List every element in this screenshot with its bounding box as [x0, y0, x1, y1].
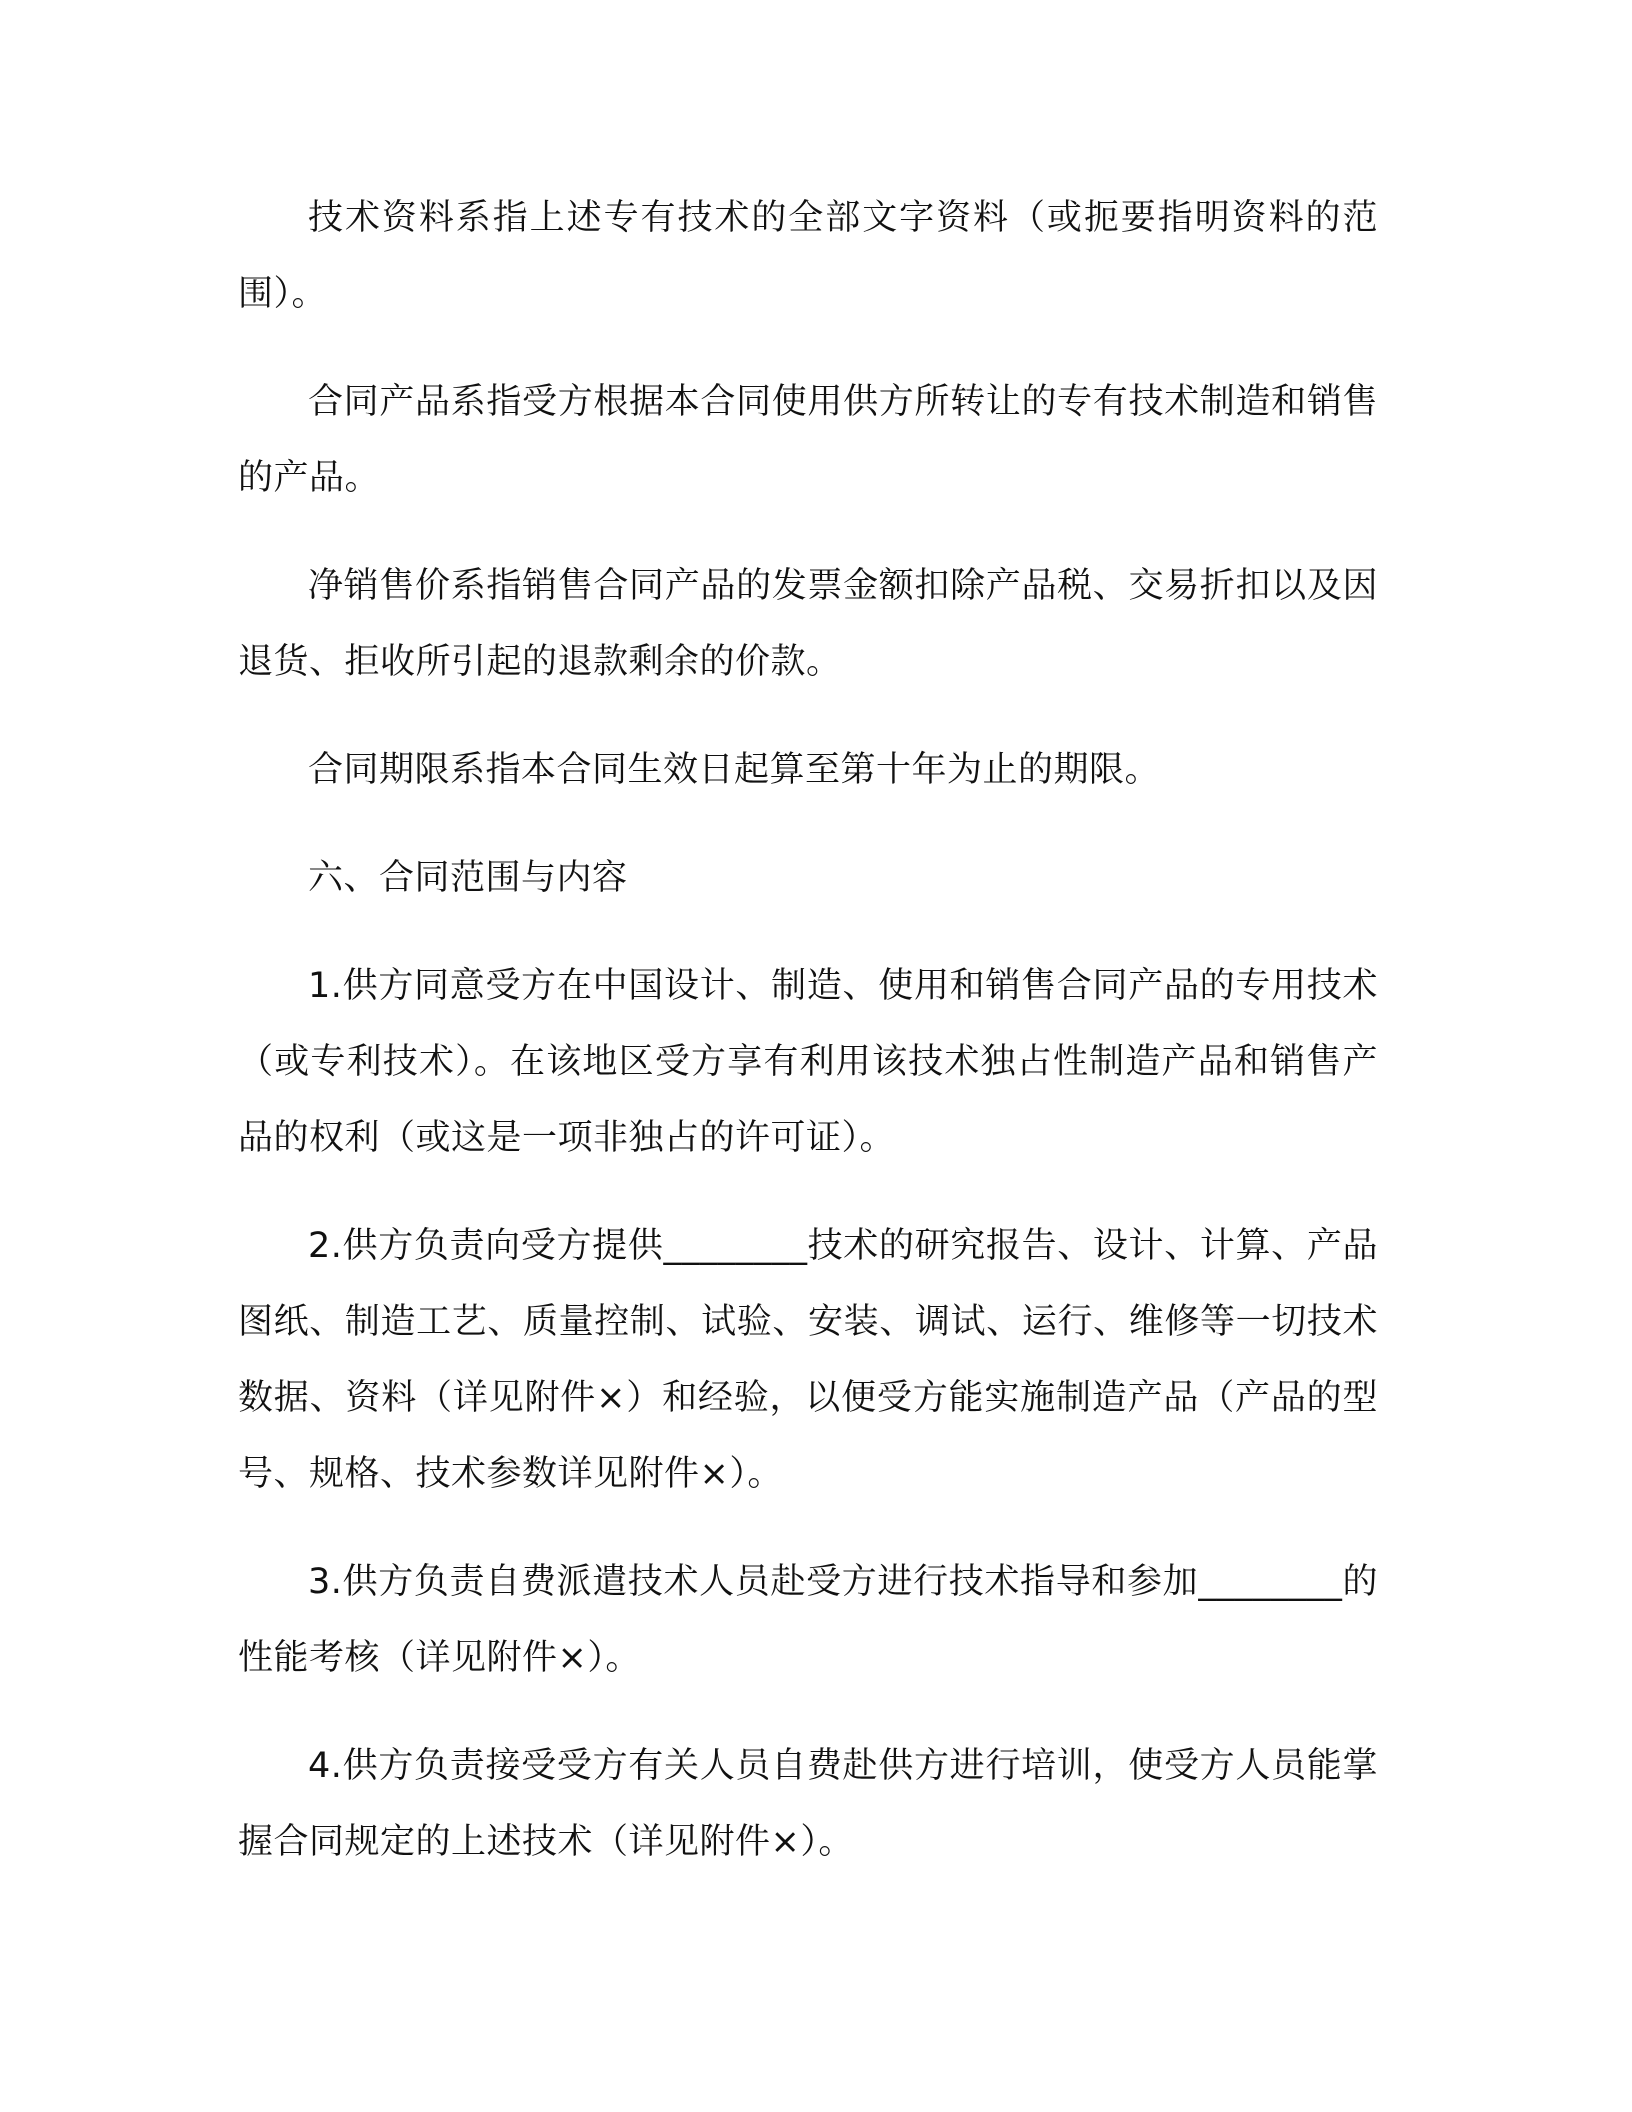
definition-contract-product: 合同产品系指受方根据本合同使用供方所转让的专有技术制造和销售的产品。 — [238, 382, 1378, 498]
definition-contract-term: 合同期限系指本合同生效日起算至第十年为止的期限。 — [308, 750, 1161, 790]
clause-4: 4.供方负责接受受方有关人员自费赴供方进行培训，使受方人员能掌握合同规定的上述技术（详见附件×）。 — [238, 1746, 1378, 1862]
definition-net-selling-price: 净销售价系指销售合同产品的发票金额扣除产品税、交易折扣以及因退货、拒收所引起的退款剩余的价款。 — [238, 566, 1378, 682]
document-body — [238, 180, 1378, 1912]
section-heading: 六、合同范围与内容 — [308, 858, 628, 898]
clause-1: 1.供方同意受方在中国设计、制造、使用和销售合同产品的专用技术（或专利技术）。在该地区受方享有利用该技术独占性制造产品和销售产品的权利（或这是一项非独占的许可证）。 — [238, 966, 1378, 1158]
definition-technical-data: 技术资料系指上述专有技术的全部文字资料（或扼要指明资料的范围）。 — [238, 198, 1378, 314]
clause-2: 2.供方负责向受方提供________技术的研究报告、设计、计算、产品图纸、制造工艺、质量控制、试验、安装、调试、运行、维修等一切技术数据、资料（详见附件×）和经验，以便受方能实施制造产品（产品的型号、规格、技术参数详见附件×）。 — [238, 1226, 1378, 1494]
clause-3: 3.供方负责自费派遣技术人员赴受方进行技术指导和参加________的性能考核（详见附件×）。 — [238, 1562, 1378, 1678]
